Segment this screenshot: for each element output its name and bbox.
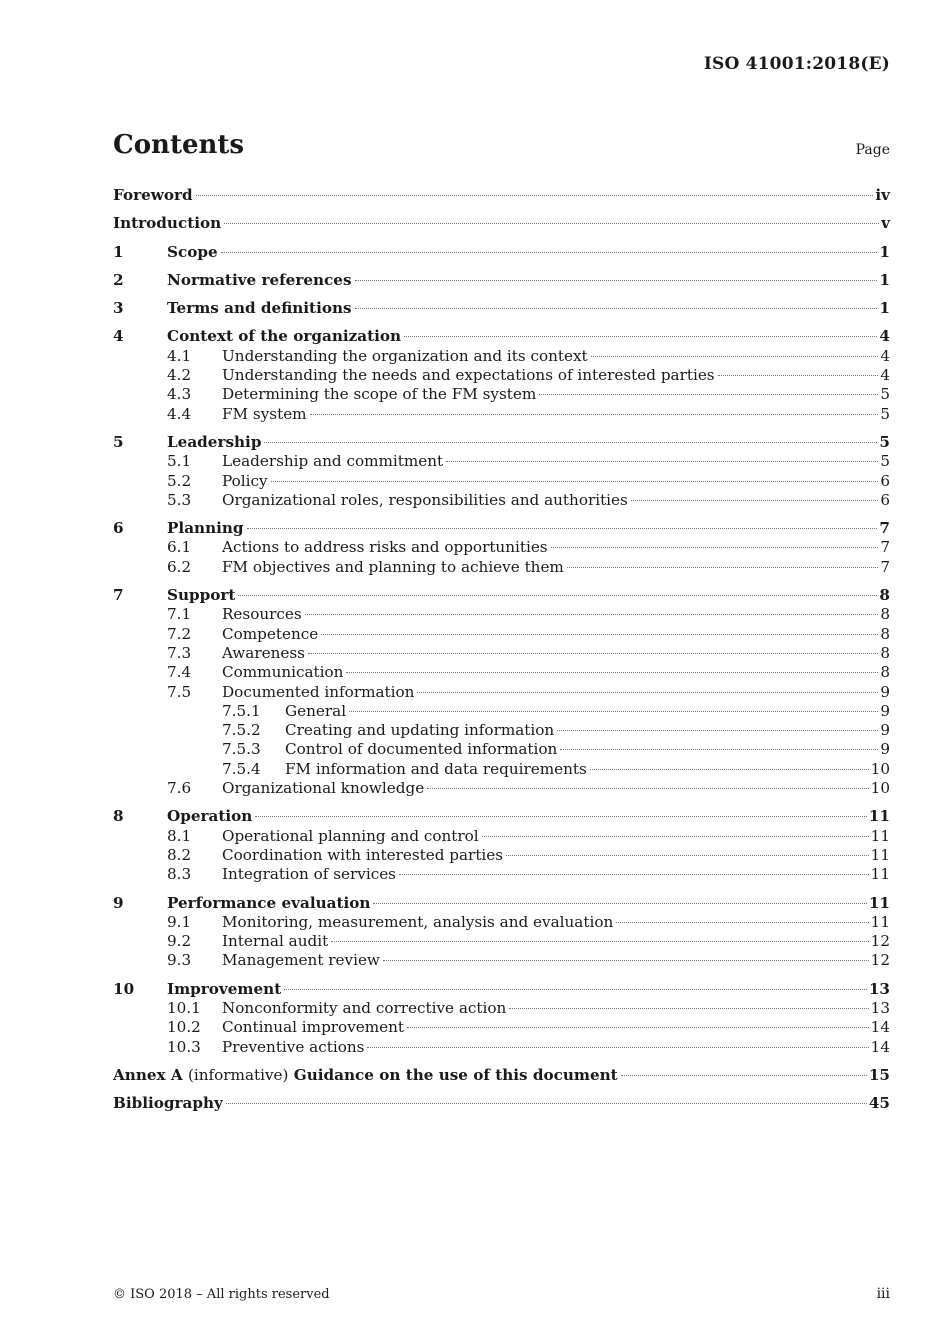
toc-title: Nonconformity and corrective action (222, 998, 507, 1017)
toc-title: Leadership and commitment (222, 452, 444, 471)
toc-entry-7-5[interactable] (113, 683, 890, 702)
toc-number: 8 (113, 807, 124, 826)
toc-entry-5-2[interactable] (113, 472, 890, 491)
toc-page: 11 (870, 845, 890, 864)
toc-title: Organizational knowledge (222, 779, 425, 798)
toc-leader (221, 252, 878, 253)
toc-title: Context of the organization (167, 327, 402, 346)
toc-page: 13 (870, 998, 890, 1017)
toc-page: 45 (868, 1094, 890, 1113)
toc-page: 14 (870, 1018, 890, 1037)
toc-entry-4[interactable] (113, 327, 890, 346)
toc-number: 7.3 (167, 643, 192, 662)
toc-page: 5 (879, 432, 890, 451)
toc-leader (509, 1008, 868, 1009)
toc-leader (331, 941, 869, 942)
toc-leader (271, 481, 879, 482)
annex-label: Annex A (113, 1065, 183, 1084)
toc-leader (383, 960, 869, 961)
toc-number: 2 (113, 270, 124, 289)
toc-entry-6-2[interactable] (113, 558, 890, 577)
toc-title: Preventive actions (222, 1037, 365, 1056)
toc-number: 7 (113, 586, 124, 605)
toc-title: Internal audit (222, 932, 329, 951)
toc-title: General (285, 701, 347, 720)
toc-number: 4.4 (167, 404, 192, 423)
toc-title: Management review (222, 951, 380, 970)
toc-leader (590, 769, 869, 770)
toc-leader (238, 595, 877, 596)
toc-page: iv (875, 186, 890, 204)
toc-number: 4 (113, 327, 124, 346)
toc-leader (310, 414, 879, 415)
toc-entry-9-2[interactable] (113, 932, 890, 951)
toc-title: FM information and data requirements (285, 759, 587, 778)
toc-number: 7.5.2 (222, 721, 261, 740)
toc-entry-8[interactable] (113, 807, 890, 826)
toc-page: v (881, 214, 890, 233)
toc-number: 10.1 (167, 998, 201, 1017)
toc-number: 9 (113, 893, 124, 912)
toc-title: Performance evaluation (167, 893, 371, 912)
toc-page: 13 (868, 979, 890, 998)
toc-page: 5 (880, 404, 890, 423)
toc-page: 8 (880, 643, 890, 662)
toc-leader (417, 692, 878, 693)
toc-leader (567, 567, 878, 568)
toc-number: 4.2 (167, 366, 192, 385)
toc-entry-7-4[interactable] (113, 663, 890, 682)
toc-entry-9-3[interactable] (113, 951, 890, 970)
toc-leader (591, 356, 879, 357)
toc-entry-8-2[interactable] (113, 846, 890, 865)
toc-number: 8.1 (167, 826, 192, 845)
toc-entry-7-2[interactable] (113, 625, 890, 644)
toc-leader (321, 634, 878, 635)
toc-entry-3[interactable] (113, 299, 890, 318)
toc-entry-1[interactable] (113, 243, 890, 262)
toc-leader (482, 836, 869, 837)
toc-title: Creating and updating information (285, 721, 555, 740)
toc-leader (308, 653, 878, 654)
toc-leader (346, 672, 878, 673)
toc-title: Terms and definitions (167, 299, 352, 318)
toc-number: 8.3 (167, 865, 192, 884)
toc-entry-7-5-4[interactable] (113, 760, 890, 779)
toc-entry-7-5-3[interactable] (113, 740, 890, 759)
toc-entry-introduction[interactable] (113, 214, 890, 233)
toc-page: 10 (870, 759, 890, 778)
toc-number: 7.2 (167, 624, 192, 643)
toc-page: 5 (880, 385, 890, 404)
toc-title: Policy (222, 471, 268, 490)
toc-number: 1 (113, 242, 124, 261)
toc-title: Scope (167, 242, 218, 261)
toc-title: FM system (222, 404, 307, 423)
toc-title: Understanding the organization and its context (222, 346, 588, 365)
toc-leader (621, 1075, 867, 1076)
toc-page: 7 (880, 557, 890, 576)
toc-leader (247, 528, 878, 529)
toc-entry-10-2[interactable] (113, 1018, 890, 1037)
toc-entry-8-1[interactable] (113, 827, 890, 846)
toc-entry-5-3[interactable] (113, 491, 890, 510)
toc-entry-10[interactable] (113, 980, 890, 999)
toc-entry-annex-a[interactable] (113, 1066, 890, 1085)
toc-page: 15 (868, 1065, 890, 1084)
toc-leader (224, 223, 879, 224)
toc-leader (616, 922, 868, 923)
toc-entry-9-1[interactable] (113, 913, 890, 932)
toc-number: 7.1 (167, 605, 192, 624)
toc-number: 5.1 (167, 452, 192, 471)
toc-page: 9 (880, 682, 890, 701)
toc-leader (373, 903, 866, 904)
toc-leader (284, 989, 867, 990)
toc-title: Competence (222, 624, 319, 643)
toc-title: Foreword (113, 186, 193, 204)
toc-entry-4-4[interactable] (113, 405, 890, 424)
toc-leader (557, 730, 878, 731)
toc-entry-6-1[interactable] (113, 538, 890, 557)
toc-page: 8 (880, 624, 890, 643)
toc-page: 9 (880, 701, 890, 720)
toc-title: Improvement (167, 979, 282, 998)
toc-title: Actions to address risks and opportunities (222, 538, 548, 557)
toc-leader (355, 308, 878, 309)
toc-entry-7-5-2[interactable] (113, 721, 890, 740)
toc-title: Documented information (222, 682, 415, 701)
toc-title: Planning (167, 519, 244, 538)
toc-leader (718, 375, 879, 376)
toc-page: 11 (868, 807, 890, 826)
toc-page: 9 (880, 721, 890, 740)
toc-number: 7.6 (167, 779, 192, 798)
toc-number: 7.5 (167, 682, 192, 701)
toc-leader (551, 547, 879, 548)
toc-leader (427, 788, 868, 789)
toc-leader (631, 500, 879, 501)
toc-title: Monitoring, measurement, analysis and evaluation (222, 912, 614, 931)
toc-number: 9.1 (167, 912, 192, 931)
toc-title: Organizational roles, responsibilities and authorities (222, 490, 628, 509)
toc-title: Integration of services (222, 865, 396, 884)
toc-number: 5.2 (167, 471, 192, 490)
toc-leader (226, 1103, 867, 1104)
toc-entry-6[interactable] (113, 519, 890, 538)
toc-title: Awareness (222, 643, 305, 662)
toc-number: 8.2 (167, 845, 192, 864)
toc-title: Understanding the needs and expectations of interested parties (222, 366, 715, 385)
toc-page: 6 (880, 471, 890, 490)
toc-number: 7.4 (167, 663, 192, 682)
toc-page: 8 (880, 605, 890, 624)
toc-page: 8 (880, 663, 890, 682)
toc-title: Communication (222, 663, 344, 682)
toc-number: 4.3 (167, 385, 192, 404)
toc-leader (404, 336, 877, 337)
toc-entry-foreword[interactable] (113, 186, 890, 205)
toc-page: 8 (879, 586, 890, 605)
toc-number: 5 (113, 432, 124, 451)
toc-title: Operation (167, 807, 253, 826)
toc-title: Continual improvement (222, 1018, 405, 1037)
toc-page: 1 (879, 299, 890, 318)
toc-leader (264, 442, 877, 443)
toc-leader (539, 394, 878, 395)
toc-entry-7[interactable] (113, 586, 890, 605)
toc-leader (196, 195, 874, 196)
toc-page: 11 (870, 912, 890, 931)
toc-leader (349, 711, 878, 712)
toc-title: Support (167, 586, 236, 605)
toc-title: Determining the scope of the FM system (222, 385, 537, 404)
toc-page: 9 (880, 740, 890, 759)
toc-number: 4.1 (167, 346, 192, 365)
toc-title: Resources (222, 605, 302, 624)
toc-entry-10-3[interactable] (113, 1038, 890, 1057)
toc-entry-7-5-1[interactable] (113, 702, 890, 721)
toc-number: 7.5.3 (222, 740, 261, 759)
toc-page: 7 (879, 519, 890, 538)
toc-entry-7-6[interactable] (113, 779, 890, 798)
document-id: ISO 41001:2018(E) (703, 54, 890, 74)
toc-number: 7.5.1 (222, 701, 261, 720)
toc-leader (407, 1027, 869, 1028)
toc-title: Control of documented information (285, 740, 558, 759)
toc-title (113, 1066, 618, 1085)
toc-leader (305, 614, 879, 615)
toc-entry-4-2[interactable] (113, 366, 890, 385)
toc-entry-5[interactable] (113, 433, 890, 452)
toc-page: 6 (880, 490, 890, 509)
toc-number: 5.3 (167, 490, 192, 509)
toc-number: 6.2 (167, 557, 192, 576)
toc-page: 5 (880, 452, 890, 471)
toc-entry-2[interactable] (113, 271, 890, 290)
toc-page: 11 (868, 893, 890, 912)
toc-title: Introduction (113, 214, 222, 233)
footer-page-number: iii (876, 1286, 890, 1302)
toc-entry-8-3[interactable] (113, 865, 890, 884)
toc-title: Operational planning and control (222, 826, 479, 845)
toc-page: 1 (879, 270, 890, 289)
toc-leader (560, 749, 878, 750)
toc-page: 12 (870, 951, 890, 970)
toc-page: 4 (879, 327, 890, 346)
toc-entry-4-1[interactable] (113, 347, 890, 366)
toc-entry-5-1[interactable] (113, 452, 890, 471)
toc-number: 3 (113, 299, 124, 318)
page-column-label: Page (855, 142, 890, 158)
annex-title: Guidance on the use of this document (293, 1065, 618, 1084)
toc-page: 11 (870, 826, 890, 845)
toc-entry-9[interactable] (113, 894, 890, 913)
toc-leader (506, 855, 869, 856)
toc-page: 10 (870, 779, 890, 798)
toc-page: 14 (870, 1037, 890, 1056)
toc-entry-7-1[interactable] (113, 605, 890, 624)
toc-title: Bibliography (113, 1094, 223, 1113)
toc-number: 9.3 (167, 951, 192, 970)
toc-page: 1 (879, 242, 890, 261)
contents-title: Contents (113, 130, 245, 160)
table-of-contents (113, 186, 890, 1113)
toc-title: FM objectives and planning to achieve them (222, 557, 564, 576)
annex-qualifier: (informative) (187, 1065, 289, 1084)
footer-copyright: © ISO 2018 – All rights reserved (113, 1287, 330, 1302)
toc-title: Coordination with interested parties (222, 845, 504, 864)
toc-number: 6 (113, 519, 124, 538)
toc-page: 11 (870, 865, 890, 884)
toc-entry-bibliography[interactable] (113, 1094, 890, 1113)
toc-leader (367, 1047, 868, 1048)
toc-number: 10.2 (167, 1018, 201, 1037)
toc-page: 7 (880, 538, 890, 557)
toc-entry-4-3[interactable] (113, 385, 890, 404)
toc-page: 4 (880, 346, 890, 365)
toc-title: Leadership (167, 432, 262, 451)
toc-number: 6.1 (167, 538, 192, 557)
toc-number: 10.3 (167, 1037, 201, 1056)
toc-entry-7-3[interactable] (113, 644, 890, 663)
toc-leader (355, 280, 878, 281)
toc-number: 10 (113, 979, 135, 998)
toc-entry-10-1[interactable] (113, 999, 890, 1018)
toc-page: 4 (880, 366, 890, 385)
toc-page: 12 (870, 932, 890, 951)
toc-leader (446, 461, 878, 462)
toc-title: Normative references (167, 270, 352, 289)
toc-leader (255, 816, 867, 817)
toc-number: 7.5.4 (222, 759, 261, 778)
toc-leader (399, 874, 869, 875)
toc-number: 9.2 (167, 932, 192, 951)
